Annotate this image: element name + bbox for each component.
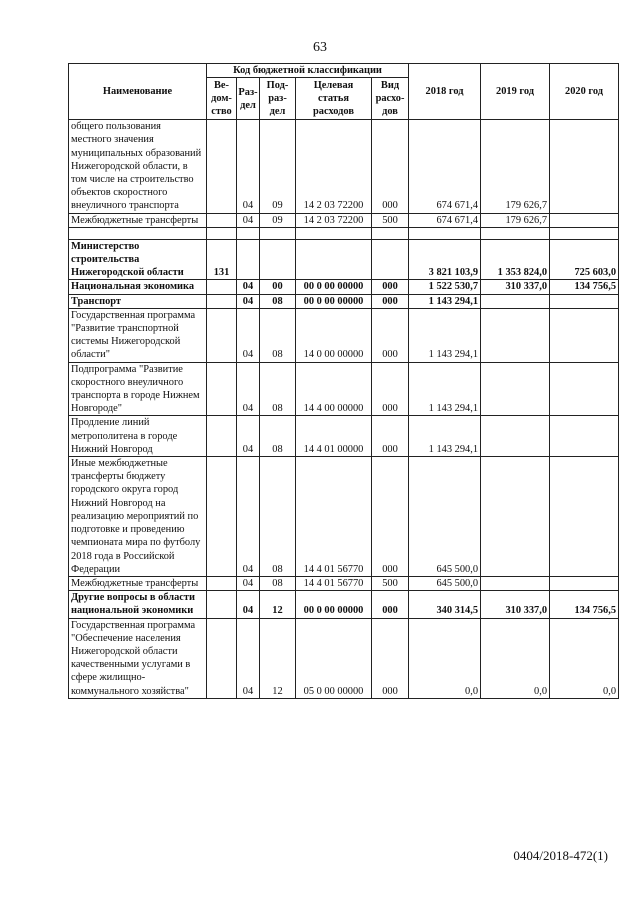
cell-ved xyxy=(207,308,237,362)
cell-y2019 xyxy=(481,308,550,362)
cell-podrazdel: 08 xyxy=(260,308,296,362)
cell-ved: 131 xyxy=(207,239,237,280)
header-vedomstvo: Ве-дом-ство xyxy=(207,78,237,120)
table-row xyxy=(69,280,619,294)
cell-name: общего пользования местного значения муниципальных образований Нижегородской области, в том числе на строительство объектов скоростного внеуличного транспорта xyxy=(69,120,207,213)
cell-celevaya: 00 0 00 00000 xyxy=(296,280,372,294)
cell-y2020 xyxy=(550,308,619,362)
cell-razdel: 04 xyxy=(237,213,260,227)
cell-y2020: 134 756,5 xyxy=(550,280,619,294)
cell-name: Транспорт xyxy=(69,294,207,308)
header-2018: 2018 год xyxy=(409,64,481,120)
cell-name: Министерство строительства Нижегородской области xyxy=(69,239,207,280)
cell-y2018: 340 314,5 xyxy=(409,591,481,618)
cell-y2020: 725 603,0 xyxy=(550,239,619,280)
cell-razdel: 04 xyxy=(237,120,260,213)
cell-ved xyxy=(207,416,237,457)
cell-podrazdel: 09 xyxy=(260,213,296,227)
table-row xyxy=(69,213,619,227)
cell-y2018: 674 671,4 xyxy=(409,213,481,227)
cell-y2018: 645 500,0 xyxy=(409,576,481,590)
cell-y2018: 1 143 294,1 xyxy=(409,308,481,362)
cell-razdel xyxy=(237,227,260,239)
cell-name: Другие вопросы в области национальной экономики xyxy=(69,591,207,618)
cell-celevaya xyxy=(296,239,372,280)
cell-name: Государственная программа "Обеспечение населения Нижегородской области качественными услугами в сфере жилищно-коммунального хозяйства" xyxy=(69,618,207,698)
cell-ved xyxy=(207,618,237,698)
cell-vid: 500 xyxy=(372,213,409,227)
cell-ved xyxy=(207,213,237,227)
cell-celevaya: 00 0 00 00000 xyxy=(296,294,372,308)
cell-y2019 xyxy=(481,416,550,457)
cell-vid: 000 xyxy=(372,618,409,698)
table-row xyxy=(69,591,619,618)
table-row xyxy=(69,120,619,213)
cell-y2020: 134 756,5 xyxy=(550,591,619,618)
cell-celevaya: 14 2 03 72200 xyxy=(296,213,372,227)
cell-celevaya: 14 4 01 56770 xyxy=(296,576,372,590)
table-row xyxy=(69,294,619,308)
cell-podrazdel: 08 xyxy=(260,294,296,308)
cell-vid: 000 xyxy=(372,362,409,416)
header-razdel: Раз-дел xyxy=(237,78,260,120)
page-number: 63 xyxy=(313,40,327,55)
cell-y2020 xyxy=(550,457,619,577)
cell-y2018: 1 522 530,7 xyxy=(409,280,481,294)
cell-celevaya: 14 4 01 00000 xyxy=(296,416,372,457)
table-row xyxy=(69,576,619,590)
cell-y2019 xyxy=(481,576,550,590)
cell-vid: 500 xyxy=(372,576,409,590)
cell-y2020 xyxy=(550,294,619,308)
cell-ved xyxy=(207,576,237,590)
cell-ved xyxy=(207,591,237,618)
cell-podrazdel xyxy=(260,239,296,280)
cell-y2019: 0,0 xyxy=(481,618,550,698)
table-row xyxy=(69,362,619,416)
cell-razdel: 04 xyxy=(237,280,260,294)
cell-celevaya: 05 0 00 00000 xyxy=(296,618,372,698)
cell-y2019 xyxy=(481,362,550,416)
cell-razdel: 04 xyxy=(237,576,260,590)
cell-y2020 xyxy=(550,120,619,213)
cell-y2019 xyxy=(481,457,550,577)
cell-y2018: 1 143 294,1 xyxy=(409,362,481,416)
cell-podrazdel: 08 xyxy=(260,576,296,590)
cell-podrazdel: 12 xyxy=(260,618,296,698)
table-body xyxy=(69,120,619,699)
cell-vid: 000 xyxy=(372,280,409,294)
cell-podrazdel xyxy=(260,227,296,239)
cell-y2018 xyxy=(409,227,481,239)
cell-y2018: 3 821 103,9 xyxy=(409,239,481,280)
cell-y2018: 1 143 294,1 xyxy=(409,294,481,308)
cell-vid: 000 xyxy=(372,416,409,457)
cell-razdel xyxy=(237,239,260,280)
cell-y2020 xyxy=(550,227,619,239)
cell-razdel: 04 xyxy=(237,416,260,457)
header-name: Наименование xyxy=(69,64,207,120)
cell-y2019: 310 337,0 xyxy=(481,280,550,294)
cell-name: Государственная программа "Развитие транспортной системы Нижегородской области" xyxy=(69,308,207,362)
cell-y2020 xyxy=(550,362,619,416)
cell-podrazdel: 08 xyxy=(260,457,296,577)
cell-y2018: 0,0 xyxy=(409,618,481,698)
cell-vid: 000 xyxy=(372,591,409,618)
budget-table xyxy=(68,63,619,699)
cell-razdel: 04 xyxy=(237,308,260,362)
cell-y2018: 645 500,0 xyxy=(409,457,481,577)
cell-y2019: 1 353 824,0 xyxy=(481,239,550,280)
table-row xyxy=(69,618,619,698)
cell-celevaya: 14 0 00 00000 xyxy=(296,308,372,362)
cell-y2019: 179 626,7 xyxy=(481,120,550,213)
cell-vid: 000 xyxy=(372,120,409,213)
cell-y2019: 310 337,0 xyxy=(481,591,550,618)
table-row xyxy=(69,227,619,239)
cell-y2020 xyxy=(550,416,619,457)
cell-name: Межбюджетные трансферты xyxy=(69,576,207,590)
cell-y2019: 179 626,7 xyxy=(481,213,550,227)
cell-podrazdel: 09 xyxy=(260,120,296,213)
cell-name: Продление линий метрополитена в городе Нижний Новгород xyxy=(69,416,207,457)
cell-ved xyxy=(207,362,237,416)
cell-ved xyxy=(207,280,237,294)
cell-celevaya: 00 0 00 00000 xyxy=(296,591,372,618)
cell-name: Иные межбюджетные трансферты бюджету городского округа город Нижний Новгород на реализацию мероприятий по подготовке и проведению чемпионата мира по футболу 2018 года в Российской Федерации xyxy=(69,457,207,577)
cell-vid xyxy=(372,239,409,280)
cell-celevaya: 14 4 00 00000 xyxy=(296,362,372,416)
table-row xyxy=(69,308,619,362)
cell-celevaya xyxy=(296,227,372,239)
cell-vid xyxy=(372,227,409,239)
cell-razdel: 04 xyxy=(237,457,260,577)
cell-name: Подпрограмма "Развитие скоростного внеуличного транспорта в городе Нижнем Новгороде" xyxy=(69,362,207,416)
cell-ved xyxy=(207,294,237,308)
cell-celevaya: 14 4 01 56770 xyxy=(296,457,372,577)
cell-y2020 xyxy=(550,213,619,227)
header-podrazdel: Под-раз-дел xyxy=(260,78,296,120)
cell-ved xyxy=(207,457,237,577)
table-row xyxy=(69,416,619,457)
cell-name: Межбюджетные трансферты xyxy=(69,213,207,227)
cell-podrazdel: 12 xyxy=(260,591,296,618)
cell-y2019 xyxy=(481,294,550,308)
cell-vid: 000 xyxy=(372,308,409,362)
cell-celevaya: 14 2 03 72200 xyxy=(296,120,372,213)
cell-razdel: 04 xyxy=(237,294,260,308)
cell-y2018: 1 143 294,1 xyxy=(409,416,481,457)
table-row xyxy=(69,457,619,577)
cell-y2020: 0,0 xyxy=(550,618,619,698)
header-2020: 2020 год xyxy=(550,64,619,120)
cell-razdel: 04 xyxy=(237,618,260,698)
table-row xyxy=(69,239,619,280)
cell-y2018: 674 671,4 xyxy=(409,120,481,213)
header-2019: 2019 год xyxy=(481,64,550,120)
cell-vid: 000 xyxy=(372,457,409,577)
cell-name xyxy=(69,227,207,239)
cell-y2020 xyxy=(550,576,619,590)
cell-razdel: 04 xyxy=(237,362,260,416)
cell-vid: 000 xyxy=(372,294,409,308)
cell-ved xyxy=(207,120,237,213)
cell-razdel: 04 xyxy=(237,591,260,618)
header-code-group: Код бюджетной классификации xyxy=(207,64,409,78)
header-celevaya: Целевая статья расходов xyxy=(296,78,372,120)
cell-podrazdel: 00 xyxy=(260,280,296,294)
cell-name: Национальная экономика xyxy=(69,280,207,294)
cell-podrazdel: 08 xyxy=(260,362,296,416)
cell-ved xyxy=(207,227,237,239)
cell-podrazdel: 08 xyxy=(260,416,296,457)
header-vid: Вид расхо-дов xyxy=(372,78,409,120)
footer-document-code: 0404/2018-472(1) xyxy=(513,848,608,863)
cell-y2019 xyxy=(481,227,550,239)
